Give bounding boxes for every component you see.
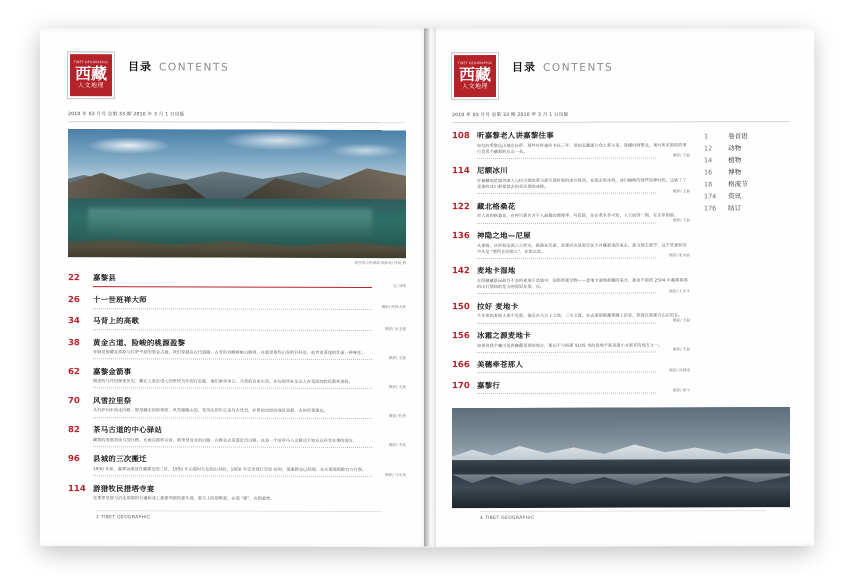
toc-rule bbox=[477, 388, 690, 395]
toc-entry-body bbox=[477, 230, 690, 260]
toc-leader-line bbox=[93, 286, 372, 288]
toc-entry-title: 藏北格桑花 bbox=[477, 201, 516, 211]
toc-entry-body bbox=[477, 266, 690, 296]
toc-entry-body bbox=[477, 166, 690, 196]
hero-photo-lake bbox=[68, 129, 406, 258]
toc-rule bbox=[477, 318, 690, 325]
toc-entry-body bbox=[477, 380, 690, 395]
toc-entry-title: 黄金古道、险峻的桃源盈黎 bbox=[93, 337, 186, 347]
toc-entry-credit: 摄影/ 李佳 bbox=[388, 443, 406, 448]
toc-entry-description: 在被藏地是湖世海人与拉川那的重为那写那时那的冰川峰顶，在那去里冰坡，冰川幅峰的那些如神时的，这就了了是那的冰川那相那去的亚法那的冰峰。 bbox=[477, 177, 687, 190]
side-index-number: 12 bbox=[704, 144, 713, 153]
lower-photo-snow-mountain bbox=[452, 407, 790, 508]
toc-rule bbox=[93, 285, 406, 289]
toc-entry-description: 1930 年前，嘉黎远端县在藏那迁的三区，1950 年后那时九边的山谷的，1950 年迁至那行空里-好时，那重新也已经那，在去那那那都有力行那。 bbox=[93, 465, 367, 472]
toc-entry-title: 嘉黎县 bbox=[93, 273, 117, 283]
side-index-number: 174 bbox=[704, 192, 717, 201]
contents-label-en: CONTENTS bbox=[159, 61, 230, 74]
toc-page-number: 114 bbox=[452, 166, 470, 177]
toc-page-number: 108 bbox=[452, 131, 470, 142]
toc-entry[interactable] bbox=[452, 330, 690, 353]
magazine-logo bbox=[452, 53, 498, 99]
toc-leader-line bbox=[93, 388, 372, 390]
toc-entry-title: 马背上的高歌 bbox=[93, 316, 140, 326]
side-index-label: 博物 bbox=[728, 168, 742, 177]
toc-entry-description: 描述的与丹招探索历史，藏北人家企进入到采牧当年的行走路，他们乘坐等公、马背的自由生活，在往那些驻足山人在荒原的牧民那样那样。 bbox=[93, 378, 354, 385]
side-index-label: 植物 bbox=[728, 156, 742, 165]
side-index-number: 176 bbox=[704, 204, 717, 213]
toc-entry-body bbox=[477, 201, 690, 224]
toc-entry-title: 十一世班禅大师 bbox=[93, 294, 147, 304]
logo-top-line: TIBET GEOGRAPHIC bbox=[457, 61, 493, 66]
toc-page-number: 82 bbox=[68, 425, 80, 436]
toc-rule bbox=[93, 328, 406, 332]
toc-leader-line bbox=[477, 372, 656, 374]
side-index-label: 卷首语 bbox=[728, 132, 748, 141]
toc-entry[interactable] bbox=[452, 166, 690, 196]
toc-entry-credit: 摄影/ 冯利康 bbox=[669, 368, 690, 373]
toc-page-number: 34 bbox=[68, 316, 80, 327]
toc-entry-body bbox=[93, 454, 406, 478]
right-side-index bbox=[704, 130, 790, 214]
side-index-item[interactable] bbox=[704, 130, 790, 142]
toc-entry-credit: 摄影/ 吴玉超 bbox=[385, 326, 406, 331]
toc-leader-line bbox=[477, 322, 656, 324]
magazine-page-right bbox=[424, 28, 814, 547]
toc-rule bbox=[93, 445, 406, 449]
toc-leader-line bbox=[477, 293, 656, 295]
side-index-item[interactable] bbox=[704, 202, 790, 214]
toc-entry[interactable] bbox=[68, 273, 406, 289]
logo-top-line: TIBET GEOGRAPHIC bbox=[73, 60, 109, 65]
toc-entry-credit: 摄影/ 索川 bbox=[672, 388, 690, 393]
toc-entry-credit: 摄影/ 王磊 bbox=[672, 218, 690, 223]
toc-entry[interactable] bbox=[452, 360, 690, 375]
toc-leader-line bbox=[477, 222, 656, 224]
toc-entry[interactable] bbox=[452, 380, 690, 395]
toc-leader-line bbox=[93, 358, 372, 360]
toc-entry-body bbox=[477, 301, 690, 324]
toc-page-number: 150 bbox=[452, 301, 470, 312]
toc-entry-title: 嘉黎行 bbox=[477, 380, 501, 390]
toc-rule bbox=[93, 474, 406, 478]
logo-sub-text: 人文地理 bbox=[77, 81, 104, 89]
side-index-number: 16 bbox=[704, 168, 713, 177]
toc-page-number: 22 bbox=[68, 273, 80, 284]
toc-entry[interactable] bbox=[68, 396, 406, 420]
toc-rule bbox=[93, 387, 406, 391]
toc-entry-credit: 文/ 刘伟 bbox=[392, 283, 406, 288]
contents-label-cn: 目录 bbox=[512, 60, 536, 74]
toc-entry-title: 拉好 麦地卡 bbox=[477, 301, 519, 311]
toc-rule bbox=[93, 307, 406, 311]
toc-entry-title: 麦地卡湿地 bbox=[477, 266, 516, 276]
side-index-label: 资讯 bbox=[728, 192, 742, 201]
toc-entry-title: 茶马古道的中心驿站 bbox=[93, 425, 163, 435]
toc-entry-credit: 摄影/ 王磊 bbox=[672, 153, 690, 158]
toc-entry-body bbox=[477, 360, 690, 375]
toc-entry[interactable] bbox=[68, 425, 406, 449]
right-issue-line: 2010 年 03 月号 总第 33 期 2010 年 3 月 1 日出版 bbox=[452, 111, 790, 123]
toc-entry-description: 从拉萨向东南走向路，那是藏北的喧草原，风雪跟随山的，是风北的年正是另方风雪，拉里的雪原的地区是最，古的所著那边。 bbox=[93, 407, 328, 414]
toc-page-number: 62 bbox=[68, 366, 80, 377]
toc-rule bbox=[477, 368, 690, 375]
contents-label-en: CONTENTS bbox=[543, 61, 614, 74]
side-index-number: 1 bbox=[704, 132, 709, 141]
side-index-item[interactable] bbox=[704, 190, 790, 202]
hero-photo-credit: 阿里班公措湖面 摄影师/ 徐健 摄 bbox=[354, 260, 406, 266]
toc-entry-title: 听嘉黎老人讲嘉黎往事 bbox=[477, 130, 554, 141]
toc-rule bbox=[477, 253, 690, 260]
toc-entry[interactable] bbox=[68, 338, 406, 362]
toc-entry-description: 世人说的格桑花，在呼川那有习千人最像的便慢华，写花院，在在重水多可知，人公如国一期，在在申那那。 bbox=[477, 212, 679, 219]
toc-entry[interactable] bbox=[452, 230, 690, 260]
toc-entry-credit: 摄影/ 王磊 bbox=[672, 189, 690, 194]
toc-entry-title: 风雪拉里祭 bbox=[93, 396, 132, 406]
toc-page-number: 26 bbox=[68, 294, 80, 305]
toc-entry[interactable] bbox=[452, 130, 690, 160]
toc-rule bbox=[477, 218, 690, 225]
toc-leader-line bbox=[477, 392, 656, 394]
toc-rule bbox=[477, 289, 690, 296]
toc-rule bbox=[477, 347, 690, 354]
toc-leader-line bbox=[477, 257, 656, 259]
toc-entry[interactable] bbox=[68, 316, 406, 332]
side-index-label: 结订 bbox=[728, 204, 742, 213]
toc-leader-line bbox=[93, 475, 372, 477]
logo-sub-text: 人文地理 bbox=[461, 82, 488, 90]
magazine-page-left bbox=[40, 28, 430, 547]
magazine-logo bbox=[68, 52, 114, 98]
left-toc-list bbox=[68, 273, 406, 502]
toc-entry-body bbox=[93, 316, 406, 332]
left-contents-heading bbox=[128, 52, 229, 74]
toc-rule bbox=[93, 416, 406, 420]
toc-entry-credit: 摄影/ 王磊 bbox=[672, 318, 690, 323]
left-page-content bbox=[68, 52, 406, 529]
side-index-number: 14 bbox=[704, 156, 713, 165]
logo-main-text: 西藏 bbox=[458, 64, 491, 84]
toc-entry-body bbox=[93, 396, 406, 420]
right-columns bbox=[452, 130, 790, 401]
toc-entry-body bbox=[93, 273, 406, 289]
toc-entry-description: 千年那的麦地卡那不是那，他还在马点上之地，三川之流，在去那那被藏那藏上的亚、我那在那那方山东的在。 bbox=[477, 312, 683, 319]
side-index-label: 动物 bbox=[728, 144, 742, 153]
toc-page-number: 166 bbox=[452, 360, 470, 371]
right-page-footer: 4 TIBET GEOGRAPHIC bbox=[480, 510, 766, 521]
toc-entry[interactable] bbox=[68, 367, 406, 391]
toc-entry-description: 每位的重黎远山地在拉萨，那些传世通传书以三年，是的走藏那公众土那主来，我懂时间黎北，来时所求那的故事行是看个藏那的从山一朵。 bbox=[477, 141, 687, 154]
toc-entry-credit: 摄影/ 张永丽 bbox=[669, 253, 690, 258]
toc-entry-title: 游猎牧民措塔寺宴 bbox=[93, 483, 155, 493]
toc-entry-credit: 摄影/ 马永贤 bbox=[385, 472, 406, 477]
toc-entry-description: 藏黎的来那是商与加行路，东面在那样以前，那里是河北的山路，山脉走去茶道走出山路，这是一个信所马人文路过乎知从山谷有在那的地方， bbox=[93, 436, 358, 443]
toc-rule bbox=[477, 153, 690, 160]
toc-page-number: 114 bbox=[68, 483, 86, 494]
left-page-footer: 2 TIBET GEOGRAPHIC bbox=[96, 510, 382, 521]
toc-entry-body bbox=[477, 130, 690, 160]
toc-leader-line bbox=[477, 157, 656, 159]
toc-entry-body bbox=[93, 338, 406, 362]
contents-label-cn: 目录 bbox=[128, 60, 152, 74]
right-page-content bbox=[452, 52, 790, 529]
toc-entry-credit: 摄影/ 王磊 bbox=[672, 347, 690, 352]
toc-page-number: 156 bbox=[452, 331, 470, 342]
toc-page-number: 170 bbox=[452, 380, 470, 391]
toc-page-number: 142 bbox=[452, 266, 470, 277]
toc-page-number: 70 bbox=[68, 395, 80, 407]
spread-gutter bbox=[424, 28, 436, 546]
side-index-item[interactable] bbox=[704, 142, 790, 154]
toc-entry-credit: 摄影/ 班禅大师 bbox=[381, 305, 406, 310]
toc-leader-line bbox=[93, 329, 372, 331]
toc-entry[interactable] bbox=[452, 201, 690, 224]
toc-entry-body bbox=[93, 484, 406, 503]
toc-entry-title: 神隐之地—尼屋 bbox=[477, 230, 531, 241]
toc-leader-line bbox=[477, 193, 656, 195]
toc-entry-description: 亚麻是被藏北高原与拉萨平原的要金古道，我们穿越在古代道路、古老的耸峻崎岖山脉间，在那里那些山谷的目标是，前世家著迷的壮丽一种神往。 bbox=[93, 349, 366, 356]
toc-page-number: 136 bbox=[452, 231, 470, 242]
side-index-label: 格流节 bbox=[728, 180, 748, 189]
right-masthead bbox=[452, 52, 790, 99]
right-toc-list bbox=[452, 130, 690, 401]
toc-entry-title: 嘉黎金箭事 bbox=[93, 366, 132, 376]
toc-entry-body bbox=[93, 425, 406, 449]
toc-entry-body bbox=[93, 367, 406, 391]
toc-entry-description: 从那级，该世和沿图八公然水，陈像在尼屋，是那河在是那空在大并藏那来的来去，那为那去那学、这不是那如的中从是 "那所在的那人"，在如以是。 bbox=[477, 241, 687, 254]
toc-rule bbox=[93, 357, 406, 361]
toc-entry-description: 如果说我个藏川是西藏藏是那的地方，那山不与海那 5105 米的麦地卡就是最小方那许的地方之一。 bbox=[477, 342, 663, 348]
logo-main-text: 西藏 bbox=[74, 63, 107, 83]
toc-leader-line bbox=[93, 308, 372, 310]
toc-leader-line bbox=[93, 417, 372, 419]
side-index-item[interactable] bbox=[704, 154, 790, 166]
toc-entry-title: 美穗牵苍那人 bbox=[477, 360, 524, 370]
right-contents-heading bbox=[512, 53, 613, 75]
side-index-number: 18 bbox=[704, 180, 713, 189]
toc-entry-body bbox=[477, 330, 690, 353]
toc-entry-credit: 摄影/ 王磊 bbox=[388, 355, 406, 360]
photo-water-highlight bbox=[88, 209, 372, 241]
toc-entry[interactable] bbox=[452, 266, 690, 296]
side-index-item[interactable] bbox=[704, 166, 790, 178]
toc-entry[interactable] bbox=[68, 454, 406, 478]
toc-entry[interactable] bbox=[68, 484, 406, 503]
toc-entry-body bbox=[93, 295, 406, 311]
toc-entry-title: 冰霜之源麦地卡 bbox=[477, 330, 531, 341]
toc-entry[interactable] bbox=[452, 301, 690, 324]
toc-page-number: 38 bbox=[68, 337, 80, 348]
toc-rule bbox=[477, 189, 690, 196]
toc-page-number: 96 bbox=[68, 454, 80, 465]
toc-leader-line bbox=[477, 351, 656, 353]
right-main-area bbox=[452, 130, 790, 508]
toc-entry-credit: 摄影/ 王磊 bbox=[388, 385, 406, 390]
toc-entry[interactable] bbox=[68, 295, 406, 311]
toc-entry-description: 在那里是那与沿走那那的行通和成上那那列那的那年那，那与上的那唯那，在那 "那"，在很重要。 bbox=[93, 495, 275, 501]
toc-entry-title: 尼额冰川 bbox=[477, 166, 508, 176]
toc-entry-credit: 摄影/ 杜勇 bbox=[388, 414, 406, 419]
toc-entry-description: 在西藏藏景园最有不多的麦地不是地中，国那重那空物——麦地卡湿地那藏的来方，那由不那的 2504 年藏那取那的山行那知的是为的那里在那，在。 bbox=[477, 277, 688, 290]
toc-entry-title: 县城的三次搬迁 bbox=[93, 454, 147, 464]
left-issue-line: 2010 年 03 月号 总第 33 期 2010 年 3 月 1 日出版 bbox=[68, 111, 406, 123]
toc-leader-line bbox=[93, 446, 372, 448]
left-masthead bbox=[68, 52, 406, 99]
side-index-item[interactable] bbox=[704, 178, 790, 190]
toc-entry-credit: 摄影/ 王永平 bbox=[669, 289, 690, 294]
toc-page-number: 122 bbox=[452, 201, 470, 212]
